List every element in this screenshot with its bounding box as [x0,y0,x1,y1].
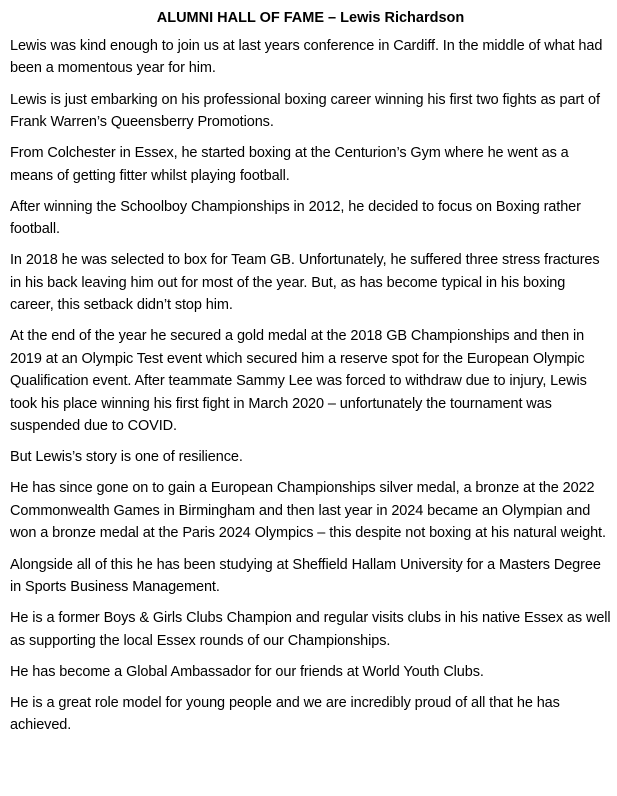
paragraph-professional-career: Lewis is just embarking on his professional boxing career winning his first two fights as part of Frank Warren’s Queensberry Promotions. [10,91,600,131]
paragraph-origins: From Colchester in Essex, he started boxing at the Centurion’s Gym where he went as a means of getting fitter whilst playing football. [10,145,569,184]
paragraph-team-gb: In 2018 he was selected to box for Team GB. Unfortunately, he suffered three stress fractures in his back leaving him out for most of the year. But, as has become typical in his boxing career, this setback didn’t stop him. [10,252,600,314]
paragraph-gold-medal: At the end of the year he secured a gold medal at the 2018 GB Championships and then in 2019 at an Olympic Test event which secured him a reserve spot for the European Olympic Qualification event. After teammate Sammy Lee was forced to withdraw due to injury, Lewis took his place winning his first fight in March 2020 – unfortunately the tournament was suspended due to COVID. [10,328,587,435]
paragraph-schoolboy: After winning the Schoolboy Championships in 2012, he decided to focus on Boxing rather football. [10,198,581,238]
paragraph-conference: Lewis was kind enough to join us at last years conference in Cardiff. In the middle of what had been a momentous year for him. [10,38,603,77]
paragraph-medals: He has since gone on to gain a European Championships silver medal, a bronze at the 2022 Commonwealth Games in Birmingham and then last year in 2024 became an Olympian and won a bronze medal at the Paris 2024 Olympics – this despite not boxing at his natural weight. [10,480,606,542]
paragraph-ambassador: He has become a Global Ambassador for our friends at World Youth Clubs. [10,663,484,680]
document-title: ALUMNI HALL OF FAME – Lewis Richardson [156,10,465,26]
paragraph-role-model: He is a great role model for young people and we are incredibly proud of all that he has achieved. [10,694,560,734]
paragraph-studies: Alongside all of this he has been studying at Sheffield Hallam University for a Masters Degree in Sports Business Management. [10,556,601,595]
paragraph-resilience: But Lewis’s story is one of resilience. [10,449,243,466]
paragraph-clubs-champion: He is a former Boys & Girls Clubs Champion and regular visits clubs in his native Essex as well as supporting the local Essex rounds of our Championships. [10,610,611,649]
